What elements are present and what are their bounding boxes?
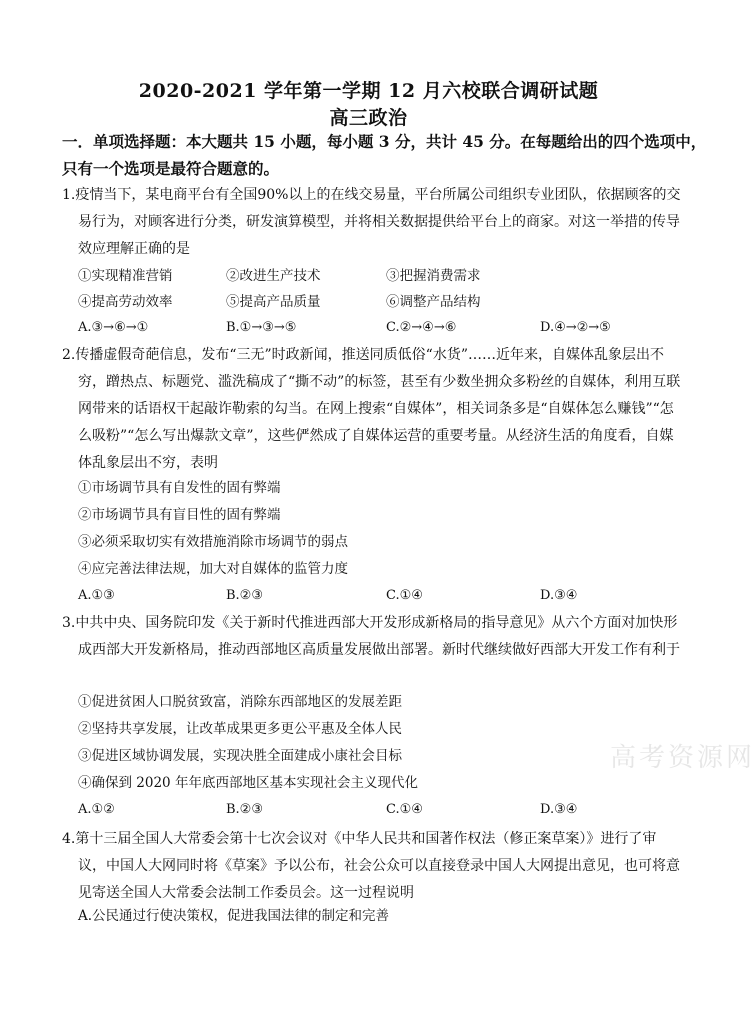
q2-answer-d: D.③④: [540, 588, 578, 603]
section-heading-line1: 一．单项选择题：本大题共 15 小题，每小题 3 分，共计 45 分。在每题给出的四个选项中，: [62, 132, 707, 151]
q3-item-4: ④确保到 2020 年年底西部地区基本实现社会主义现代化: [78, 775, 418, 791]
watermark: 高考资源网: [610, 743, 755, 773]
q1-answer-c: C.②→④→⑥: [386, 320, 457, 335]
q1-item-2: ②改进生产技术: [226, 268, 321, 284]
q1-item-4: ④提高劳动效率: [78, 294, 173, 310]
q1-item-3: ③把握消费需求: [386, 268, 481, 284]
question-4-stem: 4.第十三届全国人大常委会第十七次会议对《中华人民共和国著作权法（修正案草案）》进行了审议，中国人大网同时将《草案》予以公布，社会公众可以直接登录中国人大网提出意见，也可将意见寄送全国人大常委会法制工作委员会。这一过程说明: [62, 831, 680, 901]
q2-answer-a: A.①③: [78, 588, 115, 603]
exam-title: 2020-2021 学年第一学期 12 月六校联合调研试题: [138, 80, 599, 102]
q2-item-3: ③必须采取切实有效措施消除市场调节的弱点: [78, 534, 348, 550]
q3-item-1: ①促进贫困人口脱贫致富，消除东西部地区的发展差距: [78, 694, 402, 710]
question-2-stem: 2.传播虚假奇葩信息，发布“三无”时政新闻，推送同质低俗“水货”……近年来，自媒体乱象层出不穷，蹭热点、标题党、滥洗稿成了“撕不动”的标签，甚至有少数坐拥众多粉丝的自媒体，利用互联网带来的话语权干起敲诈勒索的勾当。在网上搜索“自媒体”，相关词条多是“自媒体怎么赚钱”“怎么吸粉”“怎么写出爆款文章”，这些俨然成了自媒体运营的重要考量。从经济生活的角度看，自媒体乱象层出不穷，表明: [62, 347, 681, 471]
q1-item-1: ①实现精准营销: [78, 268, 173, 284]
question-3-stem: 3.中共中央、国务院印发《关于新时代推进西部大开发形成新格局的指导意见》从六个方面对加快形成西部大开发新格局，推动西部地区高质量发展做出部署。新时代继续做好西部大开发工作有利于: [62, 615, 680, 658]
q3-answer-c: C.①④: [386, 802, 423, 817]
question-1-stem: 1.疫情当下，某电商平台有全国90%以上的在线交易量，平台所属公司组织专业团队，依据顾客的交易行为，对顾客进行分类，研发演算模型，并将相关数据提供给平台上的商家。对这一举措的传导效应理解正确的是: [62, 187, 681, 257]
exam-subject: 高三政治: [329, 107, 408, 129]
q3-item-3: ③促进区域协调发展，实现决胜全面建成小康社会目标: [78, 748, 402, 764]
q1-item-5: ⑤提高产品质量: [226, 294, 321, 310]
q2-item-1: ①市场调节具有自发性的固有弊端: [78, 480, 281, 496]
q1-answer-b: B.①→③→⑤: [226, 320, 297, 335]
q2-answer-b: B.②③: [226, 588, 263, 603]
q3-answer-b: B.②③: [226, 802, 263, 817]
q1-item-6: ⑥调整产品结构: [386, 294, 481, 310]
q2-item-2: ②市场调节具有盲目性的固有弊端: [78, 507, 281, 523]
q2-answer-c: C.①④: [386, 588, 423, 603]
section-heading-line2: 只有一个选项是最符合题意的。: [62, 159, 280, 178]
q1-answer-a: A.③→⑥→①: [78, 320, 149, 335]
q3-item-2: ②坚持共享发展，让改革成果更多更公平惠及全体人民: [78, 721, 402, 737]
q4-answer-a: A.公民通过行使决策权，促进我国法律的制定和完善: [78, 908, 390, 924]
q3-answer-a: A.①②: [78, 802, 115, 817]
q1-answer-d: D.④→②→⑤: [540, 320, 611, 335]
q3-answer-d: D.③④: [540, 802, 578, 817]
q2-item-4: ④应完善法律法规，加大对自媒体的监管力度: [78, 561, 348, 577]
